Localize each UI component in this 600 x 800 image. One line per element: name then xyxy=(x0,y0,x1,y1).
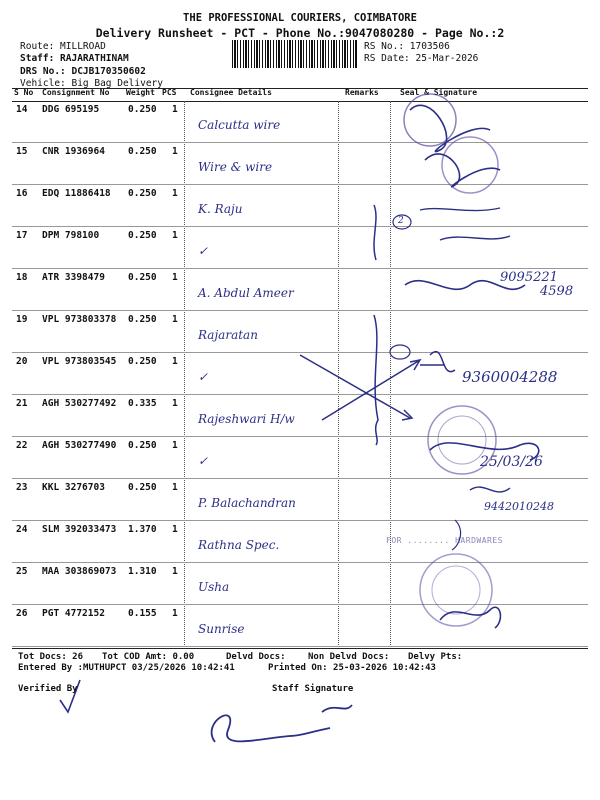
col-consignment: Consignment No xyxy=(42,88,110,97)
arrow-1 xyxy=(300,355,410,418)
bracket-16-17 xyxy=(374,205,376,260)
row-weight: 1.310 xyxy=(128,566,157,577)
faint-stamp-text: FOR ........ HARDWARES xyxy=(386,536,503,545)
row-sno: 15 xyxy=(16,146,28,157)
row-sno: 24 xyxy=(16,524,28,535)
row-pcs: 1 xyxy=(172,356,178,367)
row-consignee-handwritten: ✓ xyxy=(198,370,209,384)
staff-label: Staff: RAJARATHINAM xyxy=(20,53,129,64)
row-weight: 0.335 xyxy=(128,398,157,409)
seal-stamp-1 xyxy=(404,94,456,146)
row-consignee-handwritten: Rajeshwari H/w xyxy=(198,412,295,426)
row-consignee-handwritten: K. Raju xyxy=(198,202,243,216)
row-consignee-handwritten: Rajaratan xyxy=(198,328,258,342)
staff-signature-label: Staff Signature xyxy=(272,684,354,694)
col-weight: Weight xyxy=(126,88,155,97)
row-weight: 0.250 xyxy=(128,440,157,451)
row-sno: 23 xyxy=(16,482,28,493)
row-sno: 18 xyxy=(16,272,28,283)
row-weight: 1.370 xyxy=(128,524,157,535)
signature-row16 xyxy=(420,208,510,240)
row-consignee-handwritten: ✓ xyxy=(198,454,209,468)
col-seal: Seal & Signature xyxy=(400,88,478,97)
rs-no: RS No.: 1703506 xyxy=(364,41,450,52)
col-sno: S No xyxy=(14,88,34,97)
row-consignment-no: AGH 530277492 xyxy=(42,398,117,409)
row-consignment-no: EDQ 11886418 xyxy=(42,188,111,199)
tot-cod: Tot COD Amt: 0.00 xyxy=(102,652,195,662)
row-sno: 19 xyxy=(16,314,28,325)
row-weight: 0.250 xyxy=(128,230,157,241)
footer-rule xyxy=(12,648,588,649)
row-consignment-no: CNR 1936964 xyxy=(42,146,105,157)
row-consignee-handwritten: Wire & wire xyxy=(198,160,273,174)
signature-row18 xyxy=(405,281,525,290)
staff-signature xyxy=(212,705,352,742)
row-pcs: 1 xyxy=(172,398,178,409)
handwritten-phone-2: 9442010248 xyxy=(484,500,554,513)
entered-by: Entered By :MUTHUPCT 03/25/2026 10:42:41 xyxy=(18,663,235,673)
handwritten-number: 4598 xyxy=(540,284,574,299)
row-sno: 21 xyxy=(16,398,28,409)
row-consignment-no: VPL 973803545 xyxy=(42,356,117,367)
row-consignment-no: ATR 3398479 xyxy=(42,272,105,283)
delvy-pts: Delvy Pts: xyxy=(408,652,463,662)
delvd-docs: Delvd Docs: xyxy=(226,652,286,662)
non-delvd-docs: Non Delvd Docs: xyxy=(308,652,390,662)
col-consignee: Consignee Details xyxy=(190,88,272,97)
signature-row20 xyxy=(420,352,455,372)
row-pcs: 1 xyxy=(172,314,178,325)
row-pcs: 1 xyxy=(172,566,178,577)
row-sno: 16 xyxy=(16,188,28,199)
row-consignee-handwritten: Usha xyxy=(198,580,230,594)
row-consignee-handwritten: Sunrise xyxy=(198,622,245,636)
row-consignment-no: DDG 695195 xyxy=(42,104,100,115)
row-weight: 0.250 xyxy=(128,314,157,325)
row-weight: 0.250 xyxy=(128,188,157,199)
row-weight: 0.250 xyxy=(128,482,157,493)
row-sno: 20 xyxy=(16,356,28,367)
handwritten-date: 25/03/26 xyxy=(480,454,543,470)
row-consignee-handwritten: Rathna Spec. xyxy=(198,538,280,552)
col-pcs: PCS xyxy=(162,88,177,97)
row-consignee-handwritten: A. Abdul Ameer xyxy=(198,286,294,300)
handwritten-circle-mark: 2 xyxy=(398,216,404,226)
vehicle-label: Vehicle: Big Bag Delivery xyxy=(20,78,163,89)
row-weight: 0.250 xyxy=(128,272,157,283)
signature-row22 xyxy=(430,443,539,460)
handwritten-note: 9095221 xyxy=(500,270,558,285)
row-consignment-no: DPM 798100 xyxy=(42,230,100,241)
row-sno: 22 xyxy=(16,440,28,451)
row-weight: 0.250 xyxy=(128,104,157,115)
row-consignment-no: VPL 973803378 xyxy=(42,314,117,325)
row-sno: 26 xyxy=(16,608,28,619)
row-pcs: 1 xyxy=(172,524,178,535)
bracket-19-22 xyxy=(374,315,378,445)
row-pcs: 1 xyxy=(172,440,178,451)
verified-by: Verified By xyxy=(18,684,78,694)
route-label: Route: MILLROAD xyxy=(20,41,106,52)
row-pcs: 1 xyxy=(172,188,178,199)
printed-on: Printed On: 25-03-2026 10:42:43 xyxy=(268,663,436,673)
drs-label: DRS No.: DCJB170350602 xyxy=(20,66,146,77)
signature-row24 xyxy=(452,520,461,550)
row-consignment-no: AGH 530277490 xyxy=(42,440,117,451)
row-weight: 0.250 xyxy=(128,356,157,367)
signature-row23 xyxy=(470,487,510,492)
row-consignment-no: MAA 303869073 xyxy=(42,566,117,577)
rs-date: RS Date: 25-Mar-2026 xyxy=(364,53,479,64)
tot-docs: Tot Docs: 26 xyxy=(18,652,84,662)
row-pcs: 1 xyxy=(172,272,178,283)
handwritten-phone-1: 9360004288 xyxy=(462,368,558,386)
row-weight: 0.155 xyxy=(128,608,157,619)
row-consignee-handwritten: Calcutta wire xyxy=(198,118,281,132)
seal-stamp-2 xyxy=(442,137,498,193)
row-consignee-handwritten: ✓ xyxy=(198,244,209,258)
row-sno: 14 xyxy=(16,104,28,115)
row-weight: 0.250 xyxy=(128,146,157,157)
row-pcs: 1 xyxy=(172,230,178,241)
row-sno: 17 xyxy=(16,230,28,241)
col-remarks: Remarks xyxy=(345,88,379,97)
row-consignee-handwritten: P. Balachandran xyxy=(198,496,296,510)
row-consignment-no: KKL 3276703 xyxy=(42,482,105,493)
company-title: THE PROFESSIONAL COURIERS, COIMBATORE xyxy=(183,12,417,24)
runsheet-subtitle: Delivery Runsheet - PCT - Phone No.:9047080280 - Page No.:2 xyxy=(95,26,505,40)
row-pcs: 1 xyxy=(172,482,178,493)
row-consignment-no: SLM 392033473 xyxy=(42,524,117,535)
row-pcs: 1 xyxy=(172,146,178,157)
signature-row15 xyxy=(425,154,500,187)
row-sno: 25 xyxy=(16,566,28,577)
row-pcs: 1 xyxy=(172,104,178,115)
row-consignment-no: PGT 4772152 xyxy=(42,608,105,619)
row-pcs: 1 xyxy=(172,608,178,619)
